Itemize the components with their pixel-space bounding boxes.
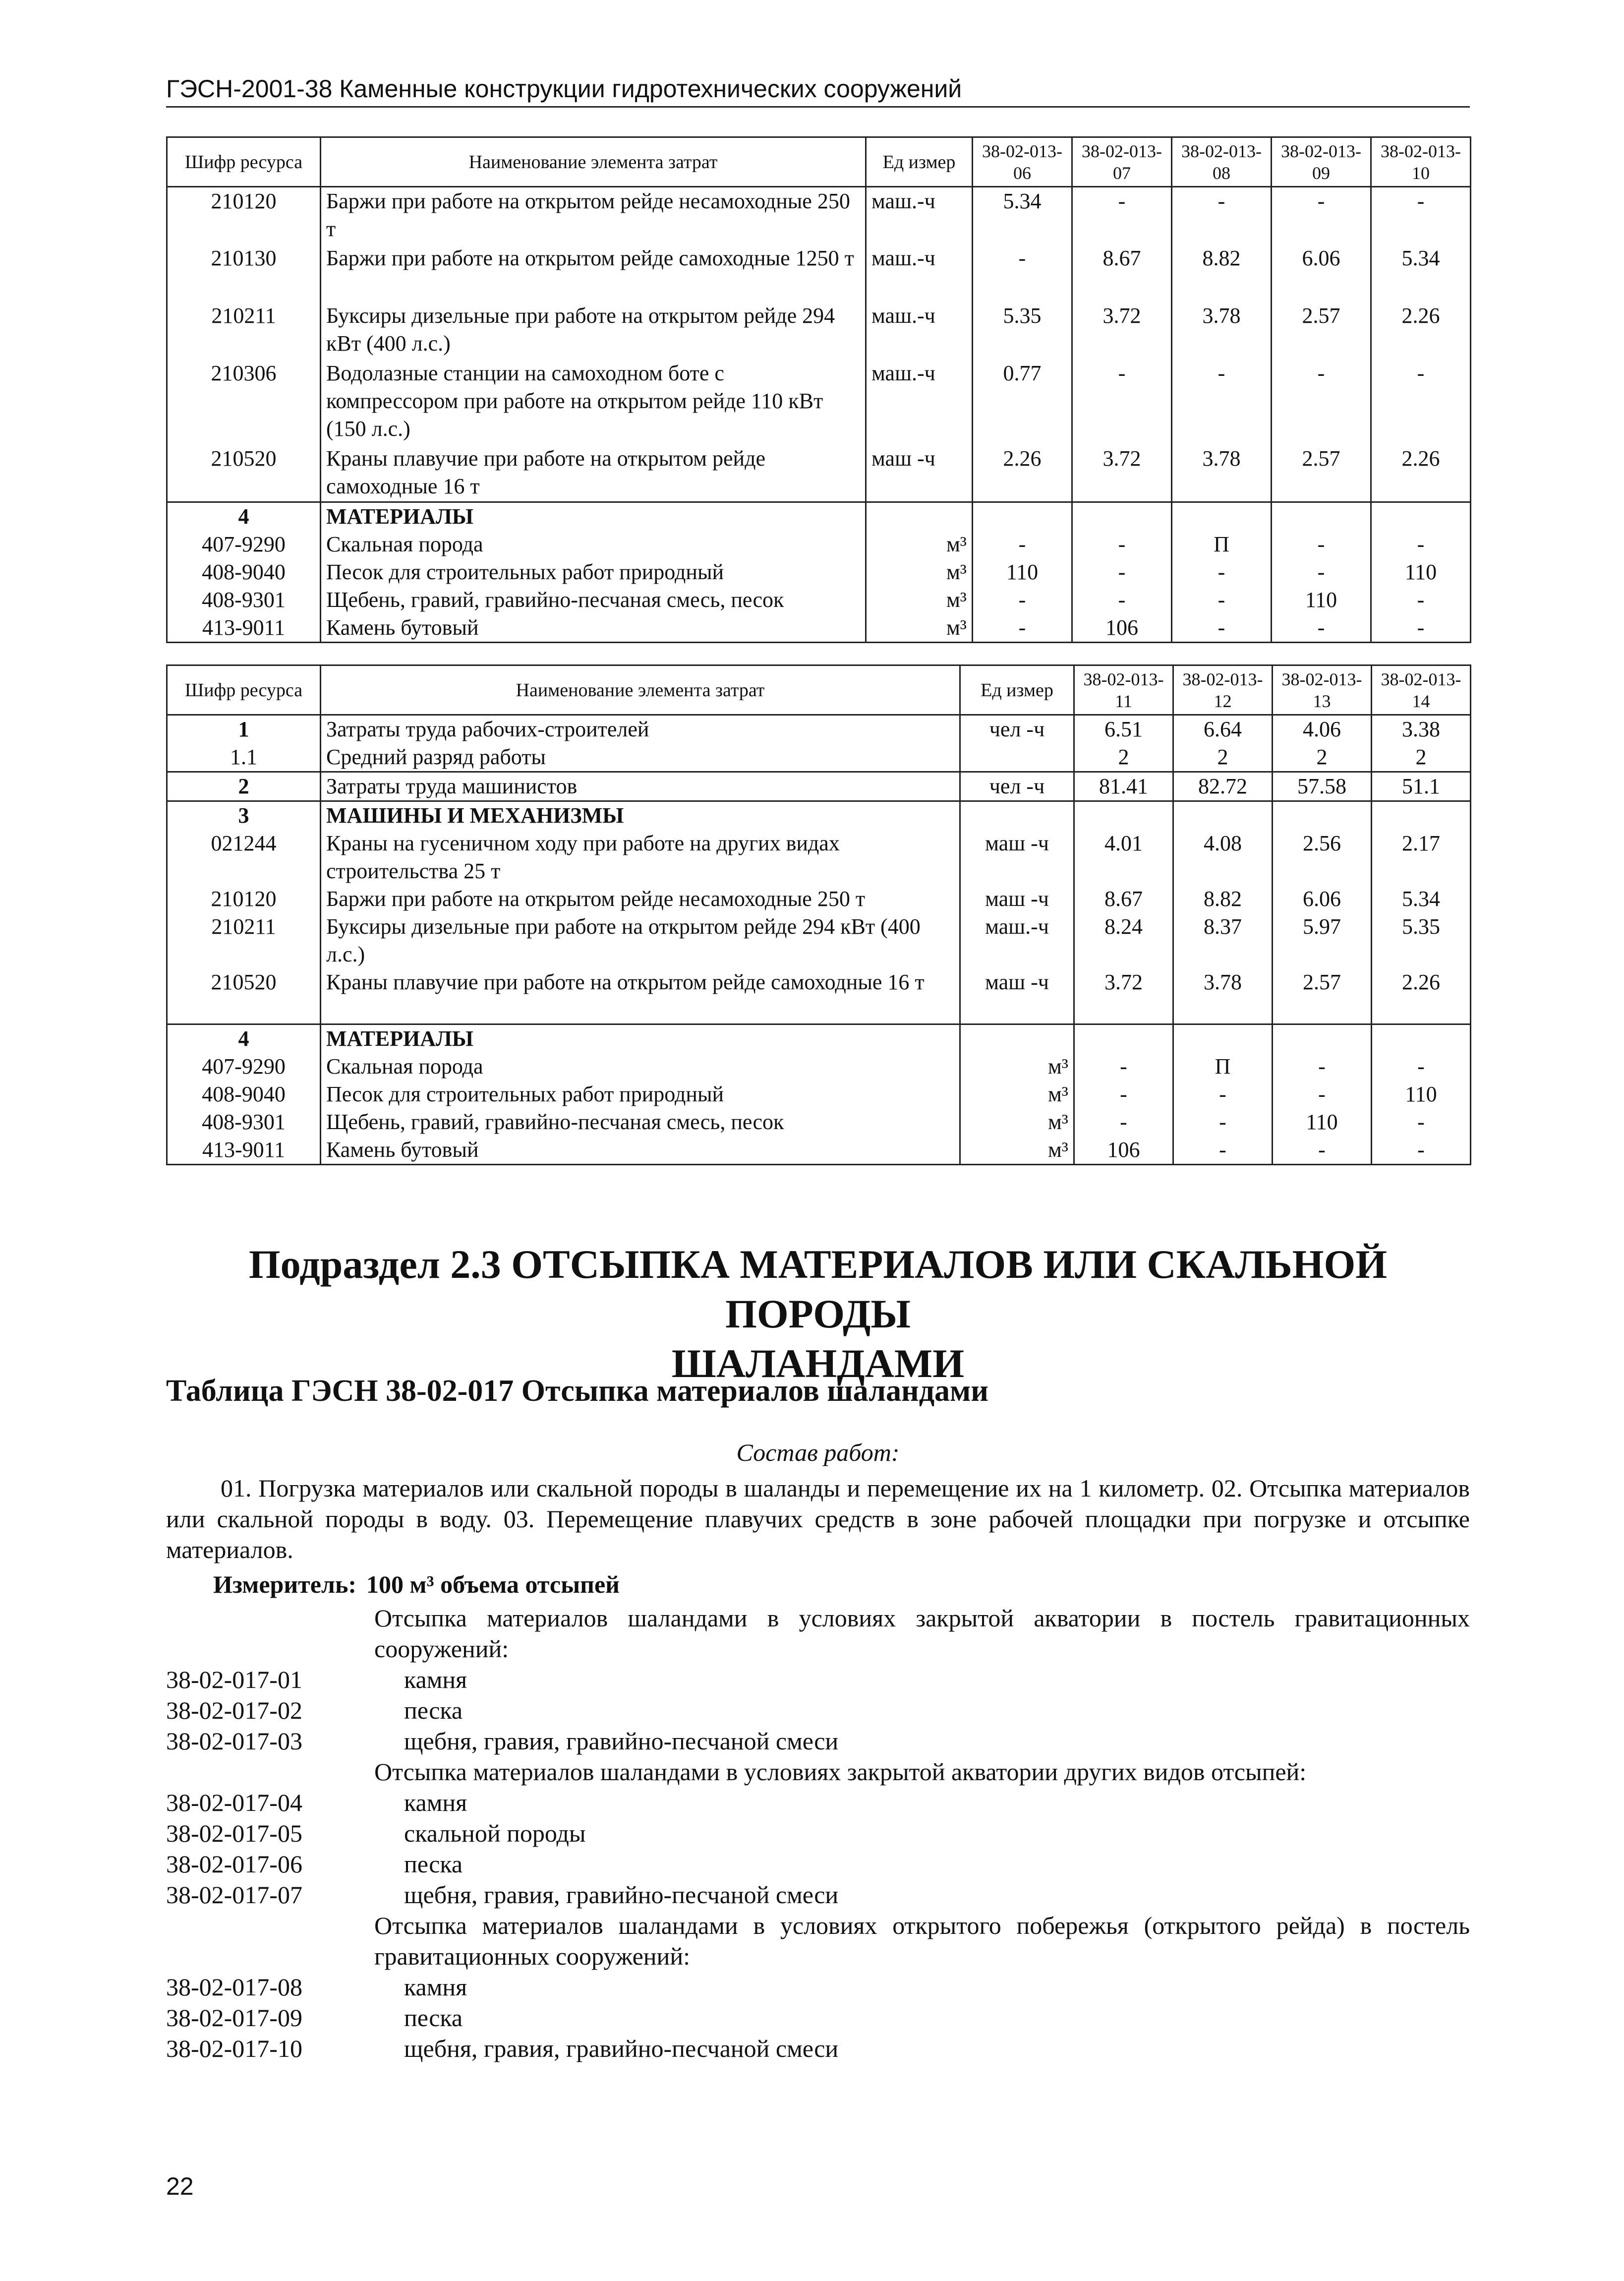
- header-unit: Ед измер: [960, 665, 1074, 715]
- norm-item: [166, 1879, 1470, 1910]
- norm-code: 38-02-017-08: [166, 1973, 302, 2001]
- cell-value: -: [1072, 187, 1172, 244]
- cell-unit: маш -ч: [960, 885, 1074, 913]
- cell-code: 2: [167, 772, 321, 801]
- cell-value: 6.51: [1074, 715, 1173, 744]
- cell-name: Баржи при работе на открытом рейде самоходные 1250 т: [321, 244, 866, 302]
- cell-value: 4.01: [1074, 830, 1173, 885]
- cell-unit: м³: [866, 531, 973, 558]
- cell-value: [1072, 502, 1172, 531]
- cell-value: 2.26: [1372, 968, 1471, 1024]
- cell-name: Затраты труда машинистов: [321, 772, 960, 801]
- cell-value: -: [1273, 1080, 1372, 1108]
- cell-value: [1172, 502, 1272, 531]
- cell-value: 5.34: [1372, 885, 1471, 913]
- cell-code: 4: [167, 502, 321, 531]
- cell-value: -: [1173, 1136, 1273, 1165]
- table-row: [167, 830, 1471, 885]
- table-row: [167, 1136, 1471, 1165]
- cell-value: [973, 502, 1072, 531]
- cell-code: 413-9011: [167, 614, 321, 643]
- header-col: 38-02-013-06: [973, 137, 1072, 187]
- cell-value: 8.82: [1173, 885, 1273, 913]
- cell-unit: маш.-ч: [866, 302, 973, 360]
- header-name: Наименование элемента затрат: [321, 137, 866, 187]
- cell-code: 210120: [167, 885, 321, 913]
- cell-value: [1273, 801, 1372, 830]
- cell-value: 2.17: [1372, 830, 1471, 885]
- table-row: [167, 743, 1471, 772]
- norm-code: 38-02-017-02: [166, 1696, 302, 1724]
- cell-value: 4.08: [1173, 830, 1273, 885]
- cell-value: -: [1072, 558, 1172, 586]
- norm-item: [166, 1787, 1470, 1818]
- table-row: [167, 445, 1471, 502]
- table-row: [167, 885, 1471, 913]
- cell-name: Средний разряд работы: [321, 743, 960, 772]
- cell-value: -: [1273, 1053, 1372, 1080]
- cell-value: -: [1272, 360, 1371, 445]
- cell-unit: м³: [960, 1080, 1074, 1108]
- cell-value: -: [1371, 187, 1471, 244]
- table-header-row: [167, 137, 1471, 187]
- group-description: Отсыпка материалов шаландами в условиях закрытой акватории в постель гравитационных сооружений:: [374, 1604, 1470, 1663]
- cell-value: 110: [973, 558, 1072, 586]
- cell-value: -: [1072, 531, 1172, 558]
- cell-unit: чел -ч: [960, 715, 1074, 744]
- cell-value: -: [973, 244, 1072, 302]
- header-code: Шифр ресурса: [167, 137, 321, 187]
- cell-value: 5.97: [1273, 913, 1372, 968]
- cell-value: 4.06: [1273, 715, 1372, 744]
- measure-label: Измеритель:: [213, 1570, 357, 1598]
- cell-name: Буксиры дизельные при работе на открытом рейде 294 кВт (400 л.с.): [321, 913, 960, 968]
- table-title: Таблица ГЭСН 38-02-017 Отсыпка материалов шаландами: [166, 1374, 989, 1408]
- cell-unit: маш.-ч: [866, 187, 973, 244]
- measure-value: 100 м³ объема отсыпей: [366, 1570, 620, 1598]
- cell-value: -: [1272, 531, 1371, 558]
- header-name: Наименование элемента затрат: [321, 665, 960, 715]
- cell-name: Краны плавучие при работе на открытом рейде самоходные 16 т: [321, 445, 866, 502]
- norm-text: песка: [404, 1850, 463, 1878]
- cell-value: [1372, 1024, 1471, 1053]
- cell-value: 6.06: [1272, 244, 1371, 302]
- cell-value: -: [1173, 1108, 1273, 1136]
- header-col: 38-02-013-10: [1371, 137, 1471, 187]
- cell-value: -: [1371, 586, 1471, 614]
- cell-name: МАТЕРИАЛЫ: [321, 1024, 960, 1053]
- table-row: [167, 1108, 1471, 1136]
- cell-code: 210306: [167, 360, 321, 445]
- subsection-title-line: Подраздел 2.3 ОТСЫПКА МАТЕРИАЛОВ ИЛИ СКАЛЬНОЙ ПОРОДЫ: [248, 1242, 1388, 1336]
- cell-name: Баржи при работе на открытом рейде несамоходные 250 т: [321, 885, 960, 913]
- cell-value: -: [1172, 558, 1272, 586]
- cell-code: 1.1: [167, 743, 321, 772]
- cell-name: Затраты труда рабочих-строителей: [321, 715, 960, 744]
- cell-unit: маш -ч: [960, 968, 1074, 1024]
- table-row: [167, 531, 1471, 558]
- table-row: [167, 715, 1471, 744]
- cell-value: -: [1371, 614, 1471, 643]
- cell-code: 408-9301: [167, 586, 321, 614]
- table-row: [167, 1053, 1471, 1080]
- works-description: 01. Погрузка материалов или скальной породы в шаланды и перемещение их на 1 километр. 02. Отсыпка материалов или скальной породы в воду. 03. Перемещение плавучих средств в зоне рабочей площадки при погрузке и отсыпке материалов.: [166, 1474, 1470, 1563]
- cell-value: -: [973, 531, 1072, 558]
- cell-name: Краны плавучие при работе на открытом рейде самоходные 16 т: [321, 968, 960, 1024]
- cell-code: 407-9290: [167, 531, 321, 558]
- table-row: [167, 187, 1471, 244]
- running-header: ГЭСН-2001-38 Каменные конструкции гидротехнических сооружений: [166, 74, 1470, 108]
- norm-item: [166, 1818, 1470, 1849]
- cell-value: 3.72: [1072, 445, 1172, 502]
- cell-unit: маш.-ч: [866, 244, 973, 302]
- cell-value: 5.35: [973, 302, 1072, 360]
- cell-unit: маш -ч: [866, 445, 973, 502]
- cell-value: -: [1372, 1108, 1471, 1136]
- cell-value: 5.34: [1371, 244, 1471, 302]
- resource-table-013-11-14: [166, 664, 1471, 1165]
- cell-unit: чел -ч: [960, 772, 1074, 801]
- table-row: [167, 558, 1471, 586]
- cell-code: 408-9301: [167, 1108, 321, 1136]
- cell-code: 210120: [167, 187, 321, 244]
- cell-value: 0.77: [973, 360, 1072, 445]
- cell-value: 5.35: [1372, 913, 1471, 968]
- table-row: [167, 360, 1471, 445]
- cell-name: МАШИНЫ И МЕХАНИЗМЫ: [321, 801, 960, 830]
- header-col: 38-02-013-09: [1272, 137, 1371, 187]
- cell-name: Скальная порода: [321, 1053, 960, 1080]
- works-heading: Состав работ:: [736, 1439, 900, 1466]
- table-row: [167, 614, 1471, 643]
- cell-value: -: [973, 586, 1072, 614]
- table-header-row: [167, 665, 1471, 715]
- subsection-title: [166, 1240, 1470, 1388]
- cell-name: Щебень, гравий, гравийно-песчаная смесь, песок: [321, 1108, 960, 1136]
- cell-value: 2.56: [1273, 830, 1372, 885]
- norm-text: камня: [404, 1789, 467, 1816]
- table-row: [167, 913, 1471, 968]
- table-row: [167, 586, 1471, 614]
- cell-value: [1074, 801, 1173, 830]
- cell-code: 210520: [167, 445, 321, 502]
- norm-text: щебня, гравия, гравийно-песчаной смеси: [404, 2035, 839, 2062]
- cell-value: -: [1072, 586, 1172, 614]
- cell-name: Песок для строительных работ природный: [321, 1080, 960, 1108]
- cell-unit: м³: [866, 586, 973, 614]
- cell-value: -: [1272, 558, 1371, 586]
- norm-item: [166, 1726, 1470, 1756]
- cell-value: [1372, 801, 1471, 830]
- cell-value: 110: [1273, 1108, 1372, 1136]
- cell-name: Камень бутовый: [321, 614, 866, 643]
- cell-value: -: [1172, 360, 1272, 445]
- cell-code: 021244: [167, 830, 321, 885]
- cell-code: 407-9290: [167, 1053, 321, 1080]
- cell-value: 6.06: [1273, 885, 1372, 913]
- cell-value: 2: [1372, 743, 1471, 772]
- header-col: 38-02-013-14: [1372, 665, 1471, 715]
- table-row: [167, 1080, 1471, 1108]
- resource-table-013-06-10: [166, 136, 1471, 643]
- cell-value: 3.78: [1173, 968, 1273, 1024]
- cell-value: -: [1173, 1080, 1273, 1108]
- cell-unit: [960, 1024, 1074, 1053]
- cell-value: 2.57: [1273, 968, 1372, 1024]
- cell-unit: м³: [960, 1108, 1074, 1136]
- cell-name: МАТЕРИАЛЫ: [321, 502, 866, 531]
- norm-item: [166, 2002, 1470, 2033]
- cell-code: 413-9011: [167, 1136, 321, 1165]
- cell-value: 110: [1372, 1080, 1471, 1108]
- cell-unit: [960, 801, 1074, 830]
- cell-code: 3: [167, 801, 321, 830]
- cell-value: 3.72: [1074, 968, 1173, 1024]
- header-col: 38-02-013-13: [1273, 665, 1372, 715]
- norm-code: 38-02-017-01: [166, 1666, 302, 1693]
- cell-value: 82.72: [1173, 772, 1273, 801]
- cell-value: 2.26: [1371, 302, 1471, 360]
- norm-text: щебня, гравия, гравийно-песчаной смеси: [404, 1881, 839, 1909]
- cell-unit: маш.-ч: [960, 913, 1074, 968]
- cell-name: Краны на гусеничном ходу при работе на других видах строительства 25 т: [321, 830, 960, 885]
- cell-value: [1173, 1024, 1273, 1053]
- cell-value: 106: [1074, 1136, 1173, 1165]
- norm-text: камня: [404, 1666, 467, 1693]
- norm-item: [166, 1664, 1470, 1695]
- table-row: [167, 772, 1471, 801]
- table-row-section: [167, 1024, 1471, 1053]
- cell-code: 210211: [167, 913, 321, 968]
- cell-value: -: [1371, 531, 1471, 558]
- cell-name: Камень бутовый: [321, 1136, 960, 1165]
- cell-name: Буксиры дизельные при работе на открытом рейде 294 кВт (400 л.с.): [321, 302, 866, 360]
- cell-value: 2: [1273, 743, 1372, 772]
- cell-value: 2.26: [1371, 445, 1471, 502]
- cell-value: -: [1372, 1053, 1471, 1080]
- cell-code: 210520: [167, 968, 321, 1024]
- cell-value: 5.34: [973, 187, 1072, 244]
- cell-value: 2.26: [973, 445, 1072, 502]
- cell-value: П: [1172, 531, 1272, 558]
- cell-value: 6.64: [1173, 715, 1273, 744]
- norm-item: [166, 2033, 1470, 2064]
- cell-name: Щебень, гравий, гравийно-песчаная смесь, песок: [321, 586, 866, 614]
- cell-value: 81.41: [1074, 772, 1173, 801]
- cell-value: [1272, 502, 1371, 531]
- cell-value: 110: [1371, 558, 1471, 586]
- cell-value: [1273, 1024, 1372, 1053]
- cell-unit: маш.-ч: [866, 360, 973, 445]
- cell-unit: [866, 502, 973, 531]
- cell-value: -: [1072, 360, 1172, 445]
- cell-value: -: [1074, 1080, 1173, 1108]
- cell-value: 2.57: [1272, 302, 1371, 360]
- norm-item: [166, 1972, 1470, 2002]
- norm-text: камня: [404, 1973, 467, 2001]
- cell-value: -: [1272, 187, 1371, 244]
- cell-value: 110: [1272, 586, 1371, 614]
- norm-text: скальной породы: [404, 1819, 586, 1847]
- cell-value: -: [1371, 360, 1471, 445]
- cell-value: 8.24: [1074, 913, 1173, 968]
- cell-value: 3.38: [1372, 715, 1471, 744]
- cell-value: П: [1173, 1053, 1273, 1080]
- cell-code: 408-9040: [167, 1080, 321, 1108]
- cell-value: [1074, 1024, 1173, 1053]
- norm-item: [166, 1849, 1470, 1879]
- cell-value: 2: [1074, 743, 1173, 772]
- cell-value: 3.72: [1072, 302, 1172, 360]
- cell-value: -: [1172, 187, 1272, 244]
- cell-value: -: [1074, 1108, 1173, 1136]
- cell-value: -: [1273, 1136, 1372, 1165]
- cell-name: Скальная порода: [321, 531, 866, 558]
- norm-list: [166, 1603, 1470, 2064]
- cell-code: 210211: [167, 302, 321, 360]
- measure-line: [213, 1570, 630, 1599]
- cell-unit: маш -ч: [960, 830, 1074, 885]
- cell-value: -: [1172, 614, 1272, 643]
- cell-unit: [960, 743, 1074, 772]
- group-description: Отсыпка материалов шаландами в условиях закрытой акватории других видов отсыпей:: [374, 1758, 1307, 1786]
- cell-code: 210130: [167, 244, 321, 302]
- cell-unit: м³: [866, 558, 973, 586]
- cell-value: [1371, 502, 1471, 531]
- cell-value: -: [1172, 586, 1272, 614]
- cell-code: 4: [167, 1024, 321, 1053]
- norm-code: 38-02-017-07: [166, 1881, 302, 1909]
- norm-code: 38-02-017-09: [166, 2004, 302, 2032]
- cell-value: 57.58: [1273, 772, 1372, 801]
- cell-value: -: [1272, 614, 1371, 643]
- norm-code: 38-02-017-06: [166, 1850, 302, 1878]
- header-code: Шифр ресурса: [167, 665, 321, 715]
- norm-text: щебня, гравия, гравийно-песчаной смеси: [404, 1727, 839, 1755]
- cell-value: 8.37: [1173, 913, 1273, 968]
- norm-code: 38-02-017-10: [166, 2035, 302, 2062]
- header-unit: Ед измер: [866, 137, 973, 187]
- cell-value: 3.78: [1172, 445, 1272, 502]
- cell-value: 3.78: [1172, 302, 1272, 360]
- cell-value: -: [1074, 1053, 1173, 1080]
- norm-text: песка: [404, 1696, 463, 1724]
- cell-value: -: [973, 614, 1072, 643]
- table-row: [167, 968, 1471, 1024]
- cell-code: 1: [167, 715, 321, 744]
- norm-code: 38-02-017-04: [166, 1789, 302, 1816]
- cell-unit: м³: [960, 1053, 1074, 1080]
- subsection-title-line: ШАЛАНДАМИ: [671, 1341, 965, 1386]
- cell-value: -: [1372, 1136, 1471, 1165]
- cell-value: 2.57: [1272, 445, 1371, 502]
- cell-unit: м³: [960, 1136, 1074, 1165]
- cell-name: Песок для строительных работ природный: [321, 558, 866, 586]
- table-row: [167, 302, 1471, 360]
- norm-item: [166, 1695, 1470, 1726]
- page-number: 22: [166, 2172, 194, 2200]
- table-row-section: [167, 502, 1471, 531]
- cell-code: 408-9040: [167, 558, 321, 586]
- header-col: 38-02-013-11: [1074, 665, 1173, 715]
- cell-value: 2: [1173, 743, 1273, 772]
- header-col: 38-02-013-08: [1172, 137, 1272, 187]
- norm-text: песка: [404, 2004, 463, 2032]
- cell-unit: м³: [866, 614, 973, 643]
- norm-code: 38-02-017-03: [166, 1727, 302, 1755]
- table-row: [167, 244, 1471, 302]
- norm-code: 38-02-017-05: [166, 1819, 302, 1847]
- header-col: 38-02-013-07: [1072, 137, 1172, 187]
- cell-value: 8.82: [1172, 244, 1272, 302]
- cell-value: 8.67: [1074, 885, 1173, 913]
- table-row-section: [167, 801, 1471, 830]
- cell-value: 8.67: [1072, 244, 1172, 302]
- cell-value: 51.1: [1372, 772, 1471, 801]
- cell-name: Баржи при работе на открытом рейде несамоходные 250 т: [321, 187, 866, 244]
- header-col: 38-02-013-12: [1173, 665, 1273, 715]
- cell-value: 106: [1072, 614, 1172, 643]
- cell-value: [1173, 801, 1273, 830]
- group-description: Отсыпка материалов шаландами в условиях открытого побережья (открытого рейда) в постель гравитационных сооружений:: [374, 1912, 1470, 1970]
- cell-name: Водолазные станции на самоходном боте с компрессором при работе на открытом рейде 110 кВт (150 л.с.): [321, 360, 866, 445]
